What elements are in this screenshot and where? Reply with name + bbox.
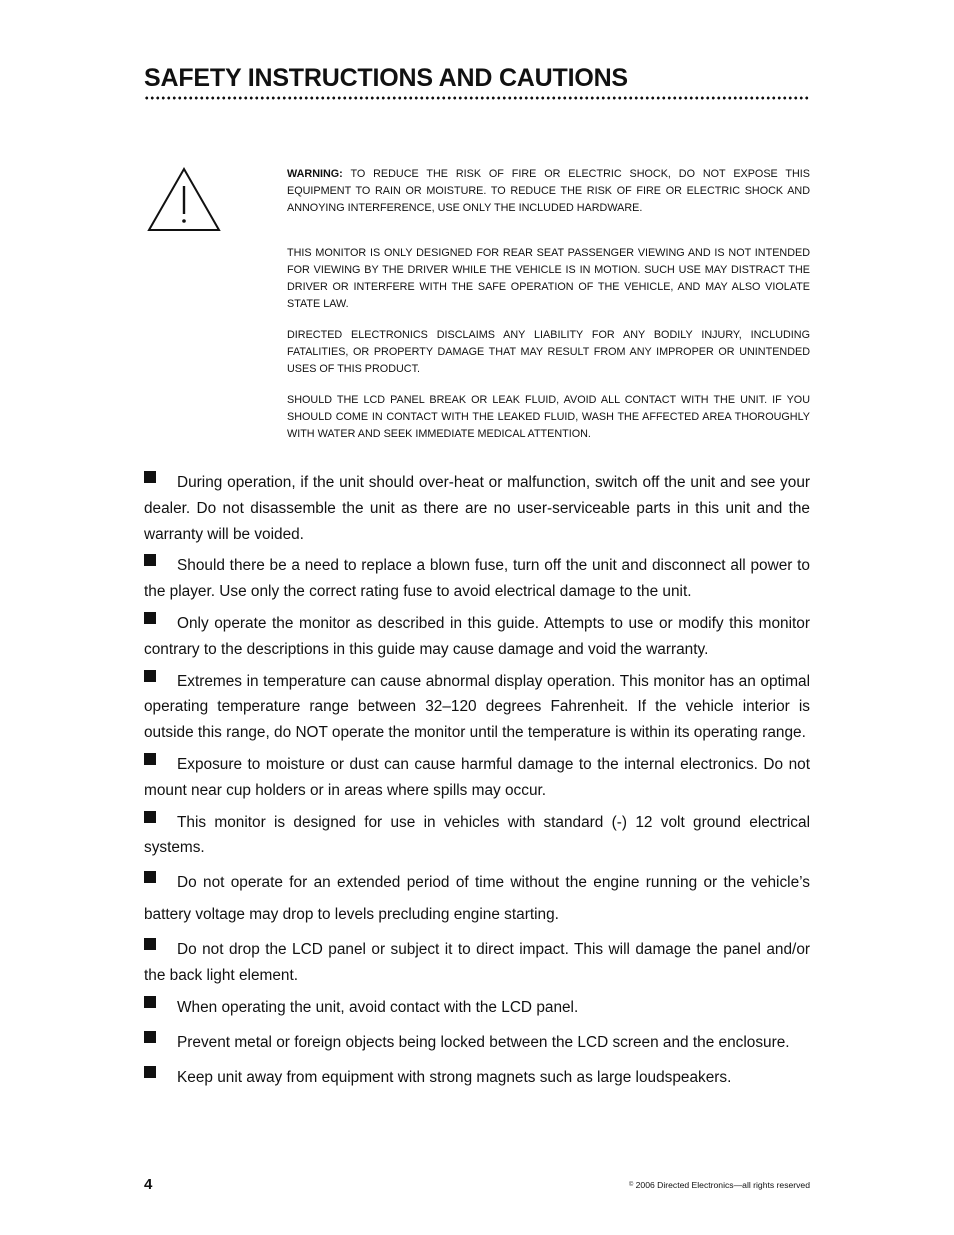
bullet-text: During operation, if the unit should over-heat or malfunction, switch off the unit and see your dealer. Do not disassemble the unit as there are no user-serviceable parts in this unit and the warranty will be voided. [144, 474, 810, 543]
warning-triangle-icon [146, 166, 222, 234]
list-item [144, 470, 810, 547]
bullet-square-icon [144, 811, 156, 823]
caution-paragraph-viewing: THIS MONITOR IS ONLY DESIGNED FOR REAR SEAT PASSENGER VIEWING AND IS NOT INTENDED FOR VIEWING BY THE DRIVER WHILE THE VEHICLE IS IN MOTION. SUCH USE MAY DISTRACT THE DRIVER OR INTERFERE WITH THE SAFE OPERATION OF THE VEHICLE, AND MAY ALSO VIOLATE STATE LAW. [287, 247, 810, 310]
bullet-text: Extremes in temperature can cause abnormal display operation. This monitor has an optimal operating temperature range between 32–120 degrees Fahrenheit. If the vehicle interior is outside this range, do NOT operate the monitor until the temperature is within its operating range. [144, 672, 810, 742]
bullet-square-icon [144, 670, 156, 682]
page-number: 4 [144, 1176, 153, 1193]
warning-paragraph [287, 166, 810, 217]
bullet-square-icon [144, 612, 156, 624]
list-item [144, 810, 810, 862]
list-item [144, 752, 810, 804]
bullet-text: Exposure to moisture or dust can cause harmful damage to the internal electronics. Do not mount near cup holders or in areas where spills may occur. [144, 755, 810, 799]
bullet-square-icon [144, 471, 156, 483]
bullet-text: Do not drop the LCD panel or subject it to direct impact. This will damage the panel and/or the back light element. [144, 941, 810, 984]
list-item [144, 1065, 810, 1091]
bullet-square-icon [144, 753, 156, 765]
dotted-rule-divider [144, 95, 810, 101]
bullet-text: Only operate the monitor as described in this guide. Attempts to use or modify this monitor contrary to the descriptions in this guide may cause damage and void the warranty. [144, 614, 810, 658]
bullet-square-icon [144, 1066, 156, 1078]
bullet-square-icon [144, 996, 156, 1008]
page-title: SAFETY INSTRUCTIONS AND CAUTIONS [144, 64, 628, 92]
bullet-square-icon [144, 554, 156, 566]
caution-paragraph-lcd-leak: SHOULD THE LCD PANEL BREAK OR LEAK FLUID, AVOID ALL CONTACT WITH THE UNIT. IF YOU SHOULD COME IN CONTACT WITH THE LEAKED FLUID, WASH THE AFFECTED AREA THOROUGHLY WITH WATER AND SEEK IMMEDIATE MEDICAL ATTENTION. [287, 394, 810, 440]
list-item [144, 867, 810, 931]
copyright-text: 2006 Directed Electronics—all rights reserved [633, 1180, 810, 1190]
bullet-text: When operating the unit, avoid contact with the LCD panel. [177, 998, 579, 1016]
warning-label: WARNING: [287, 168, 343, 180]
list-item [144, 995, 810, 1021]
bullet-text: Do not operate for an extended period of time without the engine running or the vehicle’s battery voltage may drop to levels precluding engine starting. [144, 874, 810, 924]
caution-paragraph-disclaimer: DIRECTED ELECTRONICS DISCLAIMS ANY LIABILITY FOR ANY BODILY INJURY, INCLUDING FATALITIES, OR PROPERTY DAMAGE THAT MAY RESULT FROM ANY IMPROPER OR UNINTENDED USES OF THIS PRODUCT. [287, 329, 810, 375]
copyright-notice [629, 1180, 810, 1190]
bullet-square-icon [144, 871, 156, 883]
warning-text: TO REDUCE THE RISK OF FIRE OR ELECTRIC SHOCK, DO NOT EXPOSE THIS EQUIPMENT TO RAIN OR MOISTURE. TO REDUCE THE RISK OF FIRE OR ELECTRIC SHOCK AND ANNOYING INTERFERENCE, USE ONLY THE INCLUDED HARDWARE. [287, 168, 810, 214]
list-item [144, 669, 810, 746]
bullet-text: Keep unit away from equipment with strong magnets such as large loudspeakers. [177, 1068, 732, 1086]
bullet-square-icon [144, 938, 156, 950]
safety-bullet-list [144, 470, 810, 1096]
copyright-symbol: © [628, 1182, 634, 1188]
list-item [144, 553, 810, 605]
bullet-text: Should there be a need to replace a blown fuse, turn off the unit and disconnect all power to the player. Use only the correct rating fuse to avoid electrical damage to the unit. [144, 557, 810, 601]
list-item [144, 1027, 810, 1059]
bullet-text: This monitor is designed for use in vehicles with standard (-) 12 volt ground electrical systems. [144, 813, 810, 857]
list-item [144, 937, 810, 989]
bullet-text: Prevent metal or foreign objects being locked between the LCD screen and the enclosure. [177, 1033, 790, 1051]
bullet-square-icon [144, 1031, 156, 1043]
caution-block [287, 166, 810, 457]
list-item [144, 611, 810, 663]
